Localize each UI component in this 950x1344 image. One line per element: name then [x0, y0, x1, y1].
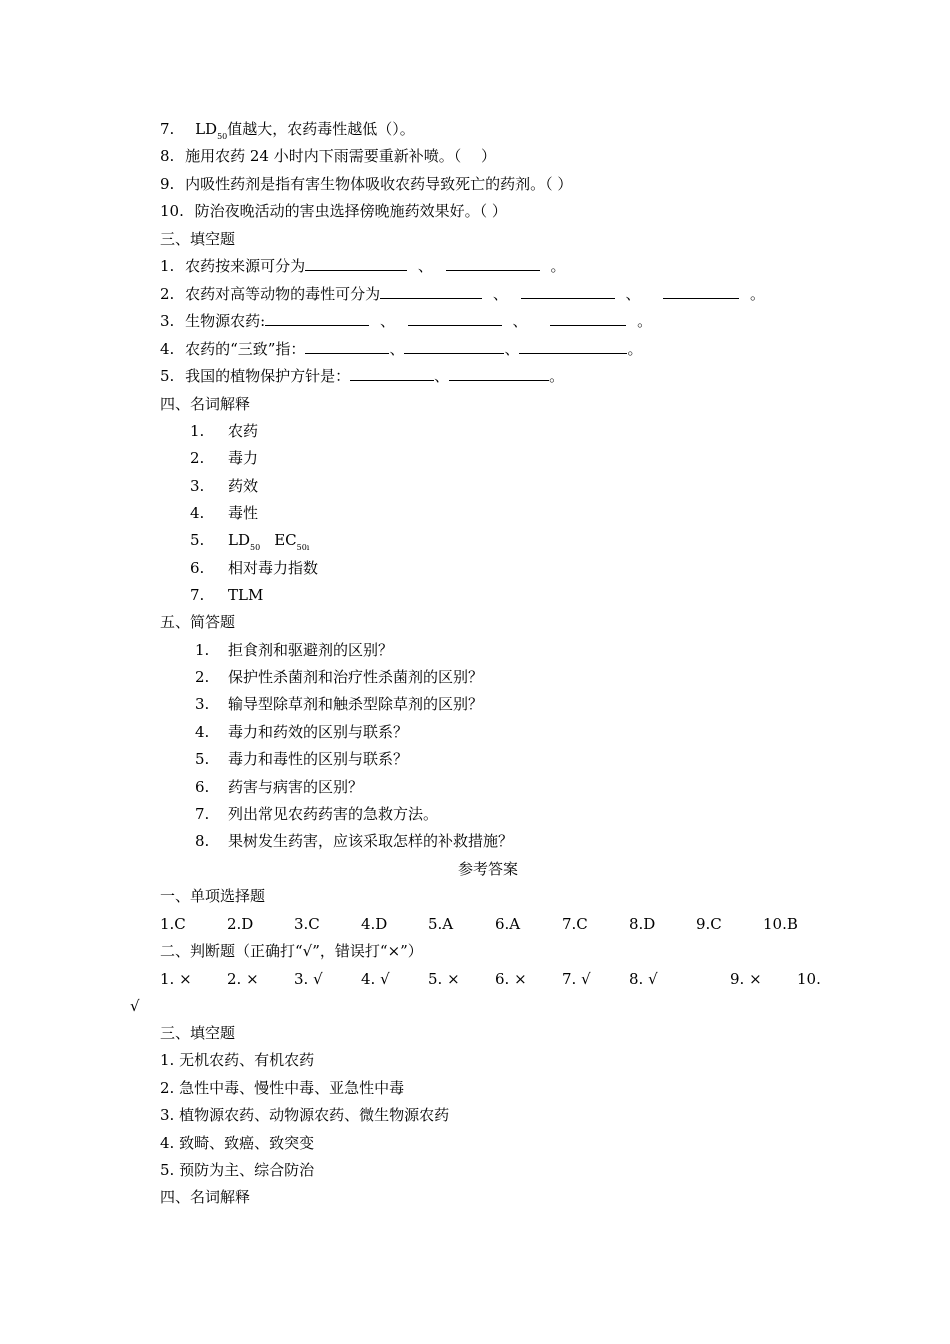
separator: 。: [750, 285, 766, 303]
separator: 、: [504, 340, 520, 358]
item-number: 4.: [160, 340, 175, 358]
short-item-3: [195, 694, 484, 714]
item-number: 2.: [195, 668, 210, 686]
term-item-5: [190, 530, 310, 552]
mc-answer: 5.A: [428, 915, 454, 933]
fill-answers-heading: 三、填空题: [160, 1024, 236, 1042]
item-number: 4.: [190, 504, 205, 522]
answer-blank[interactable]: [519, 339, 627, 354]
item-number: 8.: [160, 147, 175, 165]
item-text: 农药的“三致”指：: [185, 340, 306, 358]
ld-label: LD: [195, 120, 218, 138]
tf-answer-wrap: √: [130, 997, 140, 1015]
ld-label: LD: [228, 531, 250, 549]
answer-blank[interactable]: [305, 256, 407, 271]
terms-heading: 四、名词解释: [160, 395, 251, 413]
short-item-2: [195, 667, 484, 687]
fill-item-4: [160, 339, 642, 359]
mc-answer: 3.C: [294, 915, 320, 933]
item-text: 毒性: [228, 504, 259, 522]
answers-title: 参考答案: [458, 860, 519, 878]
item-text: 农药: [228, 422, 259, 440]
mc-answer: 2.D: [227, 915, 254, 933]
answer-blank[interactable]: [350, 366, 434, 381]
item-number: 7.: [160, 120, 175, 138]
fill-answer-5: 5. 预防为主、综合防治: [160, 1161, 315, 1179]
item-text: 果树发生药害，应该采取怎样的补救措施？: [228, 832, 514, 850]
separator: 、: [379, 312, 395, 330]
tf-answer: 7. √: [562, 970, 591, 988]
item-text: 列出常见农药药害的急救方法。: [228, 805, 439, 823]
item-number: 1.: [160, 257, 175, 275]
item-number: 1.: [190, 422, 205, 440]
short-item-1: [195, 640, 394, 660]
short-heading: 五、简答题: [160, 613, 236, 631]
item-number: 7.: [195, 805, 210, 823]
item-text: 毒力和毒性的区别与联系？: [228, 750, 409, 768]
item-text: 我国的植物保护方针是：: [185, 367, 351, 385]
separator: 、: [512, 312, 528, 330]
separator: 、: [492, 285, 508, 303]
fill-item-1: [160, 256, 565, 276]
separator: 。: [550, 257, 566, 275]
judge-item-9: [160, 174, 572, 194]
item-number: 5.: [160, 367, 175, 385]
mc-heading: 一、单项选择题: [160, 887, 266, 905]
item-number: 7.: [190, 586, 205, 604]
answer-blank[interactable]: [380, 284, 482, 299]
term-item-1: [190, 421, 259, 441]
item-number: 10.: [160, 202, 184, 220]
separator: 、: [389, 340, 405, 358]
tf-answer: 9. ×: [730, 970, 762, 988]
fill-item-3: [160, 311, 652, 331]
item-number: 9.: [160, 175, 175, 193]
item-text: 保护性杀菌剂和治疗性杀菌剂的区别？: [228, 668, 484, 686]
mc-answer: 9.C: [696, 915, 722, 933]
item-number: 2.: [190, 449, 205, 467]
item-text: 值越大，农药毒性越低（）。: [227, 120, 415, 138]
separator: 、: [417, 257, 433, 275]
answer-blank[interactable]: [305, 339, 389, 354]
short-item-7: [195, 804, 439, 824]
item-text: 药效: [228, 477, 259, 495]
judge-item-8: [160, 146, 496, 166]
term-item-4: [190, 503, 259, 523]
item-text: 农药对高等动物的毒性可分为: [185, 285, 381, 303]
short-item-6: [195, 777, 364, 797]
item-number: 2.: [160, 285, 175, 303]
term-item-6: [190, 558, 319, 578]
fill-item-5: [160, 366, 564, 386]
separator: 。: [627, 340, 643, 358]
item-text: 内吸性药剂是指有害生物体吸收农药导致死亡的药剂。（ ）: [185, 175, 573, 193]
item-text: 防治夜晚活动的害虫选择傍晚施药效果好。（ ）: [194, 202, 507, 220]
fill-answer-2: 2. 急性中毒、慢性中毒、亚急性中毒: [160, 1079, 405, 1097]
term-item-2: [190, 448, 259, 468]
answer-blank[interactable]: [663, 284, 739, 299]
tf-answer: 10.: [797, 970, 821, 988]
item-text: 毒力: [228, 449, 259, 467]
item-number: 3.: [190, 477, 205, 495]
ld-subscript: 50: [250, 543, 261, 552]
tf-answer: 4. √: [361, 970, 390, 988]
mc-answer: 7.C: [562, 915, 588, 933]
item-number: 6.: [190, 559, 205, 577]
answer-blank[interactable]: [265, 311, 369, 326]
item-text: 毒力和药效的区别与联系？: [228, 723, 409, 741]
tf-answer: 8. √: [629, 970, 658, 988]
short-item-8: [195, 831, 514, 851]
ec-subscript: 50ı: [296, 543, 310, 552]
answer-blank[interactable]: [408, 311, 502, 326]
item-number: 5.: [190, 531, 205, 549]
separator: 、: [434, 367, 450, 385]
item-text: 相对毒力指数: [228, 559, 319, 577]
item-text: 输导型除草剂和触杀型除草剂的区别？: [228, 695, 484, 713]
item-text: 拒食剂和驱避剂的区别？: [228, 641, 394, 659]
fill-answer-4: 4. 致畸、致癌、致突变: [160, 1134, 315, 1152]
item-number: 5.: [195, 750, 210, 768]
ld-subscript: 50: [217, 132, 228, 141]
fill-item-2: [160, 284, 765, 304]
tf-heading: 二、判断题（正确打“√”，错误打“×”）: [160, 942, 423, 960]
answer-blank[interactable]: [521, 284, 615, 299]
tf-answer: 1. ×: [160, 970, 192, 988]
tf-answer: 3. √: [294, 970, 323, 988]
short-item-5: [195, 749, 409, 769]
answer-blank[interactable]: [446, 256, 540, 271]
tf-answer: 5. ×: [428, 970, 460, 988]
tf-answer: 6. ×: [495, 970, 527, 988]
mc-answer: 1.C: [160, 915, 186, 933]
judge-item-10: [160, 201, 507, 221]
item-text: 农药按来源可分为: [185, 257, 306, 275]
mc-answer: 8.D: [629, 915, 656, 933]
ec-label: EC: [274, 531, 297, 549]
answer-blank[interactable]: [550, 311, 626, 326]
item-number: 6.: [195, 778, 210, 796]
terms-answers-heading: 四、名词解释: [160, 1188, 251, 1206]
mc-answer: 10.B: [763, 915, 798, 933]
separator: 。: [549, 367, 565, 385]
item-number: 3.: [195, 695, 210, 713]
short-item-4: [195, 722, 409, 742]
mc-answer: 6.A: [495, 915, 521, 933]
answer-blank[interactable]: [449, 366, 549, 381]
item-text: TLM: [228, 586, 264, 604]
fill-answer-3: 3. 植物源农药、动物源农药、微生物源农药: [160, 1106, 450, 1124]
term-item-7: [190, 585, 264, 605]
item-text: [228, 530, 309, 553]
item-number: 1.: [195, 641, 210, 659]
item-number: 4.: [195, 723, 210, 741]
tf-answer: 2. ×: [227, 970, 259, 988]
answer-blank[interactable]: [404, 339, 504, 354]
fill-answer-1: 1. 无机农药、有机农药: [160, 1051, 315, 1069]
separator: 、: [625, 285, 641, 303]
judge-item-7: [160, 119, 415, 139]
separator: 。: [637, 312, 653, 330]
item-text: 药害与病害的区别？: [228, 778, 364, 796]
item-text: 施用农药 24 小时内下雨需要重新补喷。（ ）: [185, 147, 496, 165]
fill-heading: 三、填空题: [160, 230, 236, 248]
term-item-3: [190, 476, 259, 496]
mc-answer: 4.D: [361, 915, 388, 933]
item-number: 3.: [160, 312, 175, 330]
item-text: 生物源农药:: [185, 312, 266, 330]
item-number: 8.: [195, 832, 210, 850]
